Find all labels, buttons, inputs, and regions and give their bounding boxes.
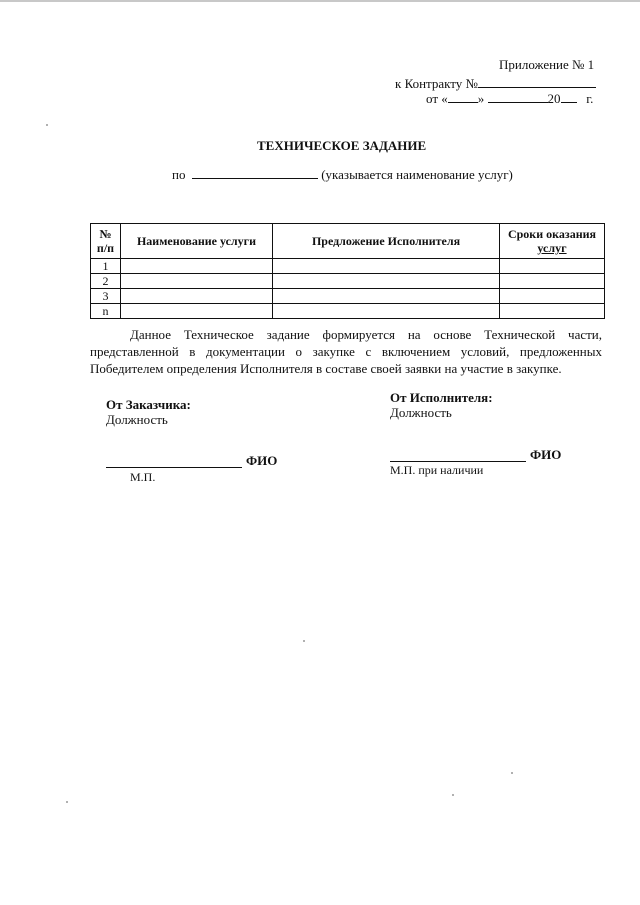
header-terms-line2: услуг <box>537 241 567 255</box>
cell-offer <box>273 304 500 319</box>
contract-date-line <box>426 90 593 107</box>
scan-speck <box>66 801 68 803</box>
subtitle-po: по <box>172 167 186 182</box>
customer-stamp: М.П. <box>130 470 156 484</box>
cell-offer <box>273 289 500 304</box>
header-num <box>91 224 121 259</box>
table-row <box>91 274 605 289</box>
cell-service <box>121 289 273 304</box>
header-num-line2: п/п <box>96 241 115 255</box>
customer-signature-line <box>106 467 242 468</box>
services-table <box>90 223 605 319</box>
day-blank <box>448 90 478 103</box>
scan-speck <box>46 124 48 126</box>
contract-prefix: к Контракту № <box>395 76 478 91</box>
customer-label: От Заказчика: <box>106 397 191 412</box>
date-g: г. <box>586 91 594 106</box>
body-paragraph: Данное Техническое задание формируется на основе Технической части, представленной в документации о закупке с включением условий, предложенных Победителем определения Исполнителя в составе своей заявки на участие в закупке. <box>90 327 602 376</box>
row-number: 3 <box>91 289 121 304</box>
scan-edge <box>0 0 640 2</box>
customer-fio: ФИО <box>246 453 278 468</box>
executor-position: Должность <box>390 405 452 420</box>
row-number: n <box>91 304 121 319</box>
customer-position: Должность <box>106 412 168 427</box>
date-ot: от « <box>426 91 448 106</box>
header-terms-line1: Сроки оказания <box>507 227 597 241</box>
cell-offer <box>273 274 500 289</box>
row-number: 1 <box>91 259 121 274</box>
table-row <box>91 259 605 274</box>
date-year: 20 <box>547 91 561 106</box>
scan-speck <box>452 794 454 796</box>
cell-terms <box>500 259 605 274</box>
executor-fio: ФИО <box>530 447 562 462</box>
executor-label: От Исполнителя: <box>390 390 493 405</box>
contract-number-blank <box>478 75 596 88</box>
document-title: ТЕХНИЧЕСКОЕ ЗАДАНИЕ <box>257 138 427 153</box>
cell-offer <box>273 259 500 274</box>
header-service: Наименование услуги <box>121 224 273 259</box>
row-number: 2 <box>91 274 121 289</box>
cell-terms <box>500 304 605 319</box>
executor-signature-line <box>390 461 526 462</box>
header-offer: Предложение Исполнителя <box>273 224 500 259</box>
scan-speck <box>511 772 513 774</box>
month-blank <box>488 90 548 103</box>
year-blank <box>561 90 577 103</box>
header-num-line1: № <box>99 227 112 241</box>
header-terms <box>500 224 605 259</box>
date-quote-close: » <box>477 91 485 106</box>
executor-stamp: М.П. при наличии <box>390 463 484 477</box>
appendix-label: Приложение № 1 <box>499 57 595 72</box>
cell-service <box>121 259 273 274</box>
service-name-blank <box>192 166 318 179</box>
cell-service <box>121 304 273 319</box>
subtitle-line <box>172 166 513 183</box>
table-row <box>91 304 605 319</box>
subtitle-note: (указывается наименование услуг) <box>321 167 513 182</box>
cell-terms <box>500 289 605 304</box>
cell-service <box>121 274 273 289</box>
table-header-row <box>91 224 605 259</box>
scan-speck <box>303 640 305 642</box>
cell-terms <box>500 274 605 289</box>
table-row <box>91 289 605 304</box>
